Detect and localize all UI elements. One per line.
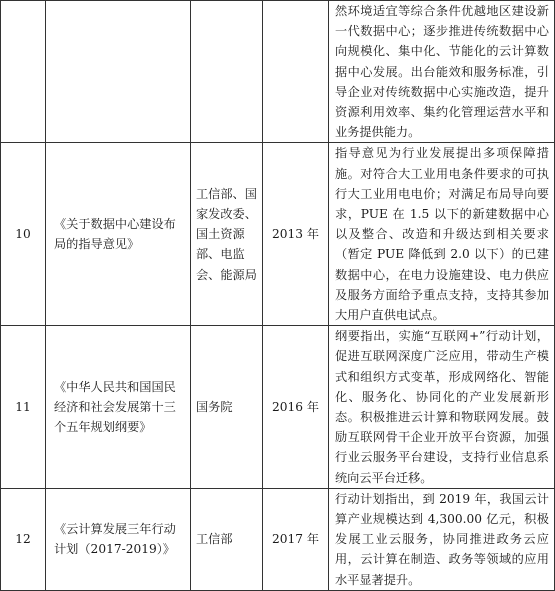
policy-name: 《中华人民共和国国民经济和社会发展第十三个五年规划纲要》	[46, 326, 191, 489]
issuing-department: 国务院	[191, 326, 263, 489]
row-number	[1, 1, 46, 143]
policy-content: 行动计划指出，到 2019 年，我国云计算产业规模达到 4,300.00 亿元，积极发展工业云服务，协同推进政务云应用，云计算在制造、政务等领域的应用水平显著提升。	[329, 488, 555, 590]
row-number: 12	[1, 488, 46, 590]
policy-content: 纲要指出，实施“互联网+”行动计划，促进互联网深度广泛应用，带动生产模式和组织方式变革，形成网络化、智能化、服务化、协同化的产业发展新形态。积极推进云计算和物联网发展。鼓励互联网骨干企业开放平台资源，加强行业云服务平台建设，支持行业信息系统向云平台迁移。	[329, 326, 555, 489]
issue-year: 2016 年	[263, 326, 329, 489]
row-number: 11	[1, 326, 46, 489]
issue-year: 2017 年	[263, 488, 329, 590]
table-row	[1, 143, 555, 326]
issue-year: 2013 年	[263, 143, 329, 326]
row-number: 10	[1, 143, 46, 326]
issuing-department	[191, 1, 263, 143]
policy-content: 指导意见为行业发展提出多项保障措施。对符合大工业用电条件要求的可执行大工业用电电价；对满足布局导向要求，PUE 在 1.5 以下的新建数据中心以及整合、改造和升级达到相关要求（暂定 PUE 降低到 2.0 以下）的已建数据中心，在电力设施建设、电力供应及服务方面给予重点支持，支持其参加大用户直供电试点。	[329, 143, 555, 326]
policy-name: 《云计算发展三年行动计划（2017-2019）》	[46, 488, 191, 590]
issue-year	[263, 1, 329, 143]
policy-name	[46, 1, 191, 143]
table-row	[1, 488, 555, 590]
issuing-department: 工信部、国家发改委、国土资源部、电监会、能源局	[191, 143, 263, 326]
policy-name: 《关于数据中心建设布局的指导意见》	[46, 143, 191, 326]
table-row	[1, 1, 555, 143]
issuing-department: 工信部	[191, 488, 263, 590]
policy-content: 然环境适宜等综合条件优越地区建设新一代数据中心；逐步推进传统数据中心向规模化、集中化、节能化的云计算数据中心发展。出台能效和服务标准，引导企业对传统数据中心实施改造，提升资源利用效率、集约化管理运营水平和业务提供能力。	[329, 1, 555, 143]
table-row	[1, 326, 555, 489]
